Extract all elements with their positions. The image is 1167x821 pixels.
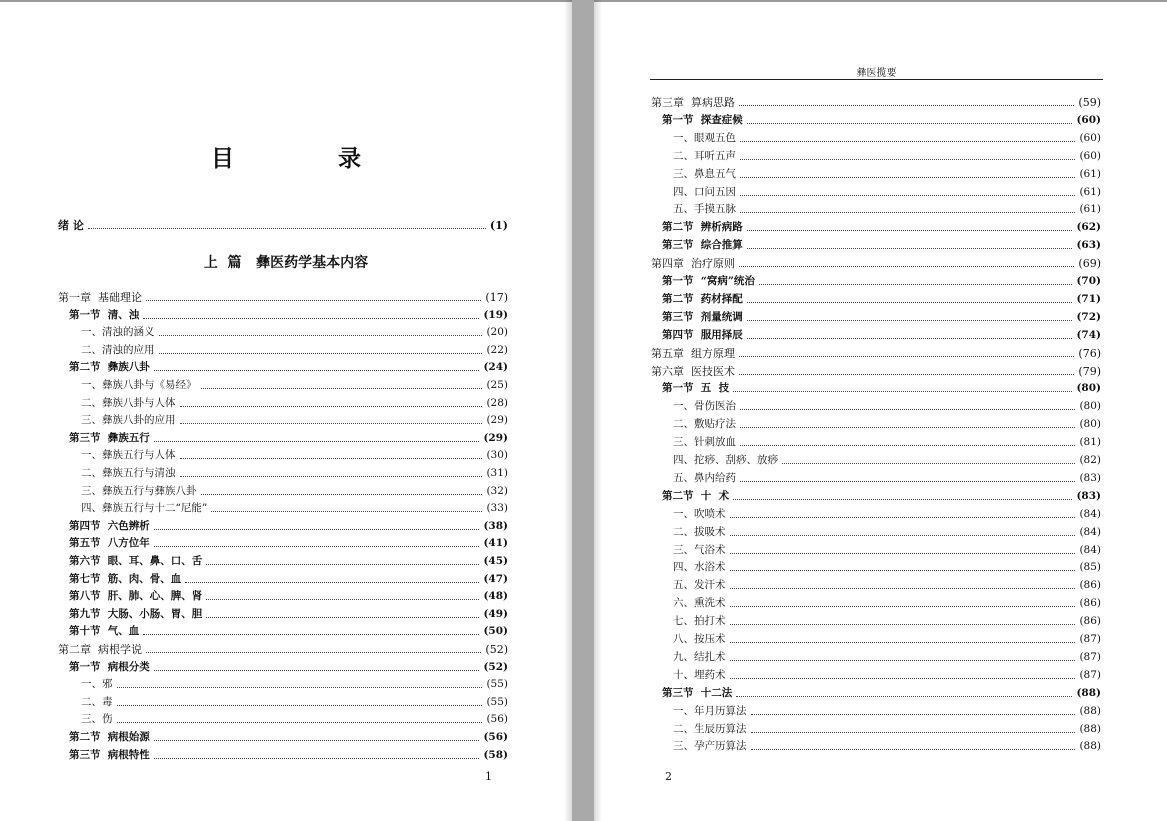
toc-entry[interactable] xyxy=(662,489,1101,504)
toc-entry[interactable] xyxy=(69,748,508,763)
toc-entry[interactable] xyxy=(81,378,508,393)
toc-entry[interactable] xyxy=(651,364,1101,379)
dot-leader xyxy=(730,678,1076,679)
toc-entry-text: 十、埋药术 xyxy=(673,668,726,681)
toc-entry-page: (56) xyxy=(483,731,508,743)
dot-leader xyxy=(180,458,483,459)
toc-entry[interactable] xyxy=(673,167,1101,182)
toc-entry-text: 二、生辰历算法 xyxy=(673,722,747,735)
dot-leader xyxy=(747,123,1073,124)
toc-entry-text: 八、按压术 xyxy=(673,633,726,645)
toc-entry-page: (86) xyxy=(1079,597,1101,610)
toc-entry-text: 第一章 基础理论 xyxy=(58,291,142,304)
right-page xyxy=(594,0,1167,821)
left-page xyxy=(0,0,572,821)
toc-entry[interactable] xyxy=(69,360,508,375)
toc-entry-page: (61) xyxy=(1079,203,1101,216)
toc-entry-text: 三、伤 xyxy=(81,713,113,726)
toc-entry[interactable] xyxy=(651,95,1101,110)
dot-leader xyxy=(730,606,1076,607)
toc-entry-page: (59) xyxy=(1078,96,1101,109)
dot-leader xyxy=(747,320,1073,321)
toc-entry-page: (45) xyxy=(483,555,508,567)
toc-entry-text: 第三节 病根特性 xyxy=(69,748,150,761)
dot-leader xyxy=(740,427,1075,428)
toc-entry-page: (70) xyxy=(1076,275,1101,287)
toc-entry-page: (80) xyxy=(1079,400,1101,413)
running-head-rule xyxy=(650,79,1103,80)
toc-entry-page: (88) xyxy=(1079,704,1101,717)
toc-entry[interactable] xyxy=(69,660,508,675)
dot-leader xyxy=(730,570,1076,571)
toc-entry[interactable] xyxy=(673,543,1101,558)
toc-entry[interactable] xyxy=(81,501,508,516)
toc-entry[interactable] xyxy=(69,431,508,446)
toc-entry[interactable] xyxy=(673,560,1101,575)
toc-entry[interactable] xyxy=(69,730,508,745)
toc-entry-page: (71) xyxy=(1076,292,1101,305)
toc-entry[interactable] xyxy=(673,614,1101,629)
toc-entry-text: 第十节 气、血 xyxy=(69,625,140,638)
toc-entry[interactable] xyxy=(673,650,1101,665)
toc-entry-text: 七、拍打术 xyxy=(673,615,726,628)
dot-leader xyxy=(740,409,1075,410)
toc-entry-page: (55) xyxy=(486,695,508,708)
toc-entry[interactable] xyxy=(673,704,1101,719)
toc-entry[interactable] xyxy=(673,525,1101,540)
toc-entry[interactable] xyxy=(662,274,1101,289)
dot-leader xyxy=(740,481,1075,482)
toc-entry-text: 四、拕痧、刮痧、放痧 xyxy=(673,454,778,466)
toc-entry[interactable] xyxy=(81,413,508,428)
toc-entry-page: (63) xyxy=(1076,239,1101,252)
toc-entry-text: 一、年月历算法 xyxy=(673,704,747,717)
toc-entry-text: 六、熏洗术 xyxy=(673,597,726,610)
toc-entry-text: 第四节 服用择辰 xyxy=(662,328,743,341)
toc-entry-text: 第五节 八方位年 xyxy=(69,537,150,550)
toc-entry-intro[interactable] xyxy=(58,218,508,233)
dot-leader xyxy=(180,423,483,424)
toc-entry-page: (88) xyxy=(1076,686,1101,699)
page-number: 1 xyxy=(485,770,492,783)
toc-entry-text: 第三节 剂量统调 xyxy=(662,310,743,323)
toc-entry-page: (28) xyxy=(486,396,508,409)
toc-entry[interactable] xyxy=(673,435,1101,450)
toc-entry-text: 第九节 大肠、小肠、胃、胆 xyxy=(69,607,203,620)
toc-entry-text: 第四节 六色辨析 xyxy=(69,519,150,532)
dot-leader xyxy=(751,749,1076,750)
dot-leader xyxy=(739,105,1074,106)
toc-entry[interactable] xyxy=(651,346,1101,361)
dot-leader xyxy=(159,335,483,336)
toc-entry-text: 第四章 治疗原则 xyxy=(651,257,735,271)
dot-leader xyxy=(739,356,1074,357)
toc-title: 目 录 xyxy=(210,145,409,172)
toc-entry-page: (80) xyxy=(1076,382,1101,395)
toc-entry-page: (31) xyxy=(486,467,508,479)
toc-entry[interactable] xyxy=(81,484,508,499)
toc-entry[interactable] xyxy=(662,292,1101,307)
toc-entry-page: (25) xyxy=(486,379,508,391)
toc-entry-page: (82) xyxy=(1079,454,1101,466)
dot-leader xyxy=(206,564,479,565)
dot-leader xyxy=(782,463,1075,464)
toc-entry-text: 二、彝族五行与清浊 xyxy=(81,467,176,479)
toc-entry-page: (55) xyxy=(486,678,508,691)
toc-entry-page: (49) xyxy=(483,607,508,620)
toc-entry-page: (84) xyxy=(1079,543,1101,556)
toc-entry[interactable] xyxy=(81,325,508,340)
toc-entry-text: 五、鼻内给药 xyxy=(673,471,736,484)
dot-leader xyxy=(88,228,486,229)
dot-leader xyxy=(146,652,481,653)
dot-leader xyxy=(154,546,480,547)
gutter-shadow xyxy=(564,0,572,821)
running-head: 彝医揽要 xyxy=(856,68,897,79)
toc-entry-text: 一、清浊的涵义 xyxy=(81,326,155,339)
dot-leader xyxy=(740,445,1075,446)
toc-entry-page: (84) xyxy=(1079,507,1101,520)
toc-entry-text: 第二节 辨析病路 xyxy=(662,221,743,234)
dot-leader xyxy=(180,406,483,407)
toc-entry-text: 第二节 病根始源 xyxy=(69,731,150,743)
toc-entry[interactable] xyxy=(81,712,508,727)
toc-entry[interactable] xyxy=(69,572,508,587)
toc-entry-page: (81) xyxy=(1079,436,1101,449)
toc-entry[interactable] xyxy=(673,149,1101,164)
toc-entry-page: (86) xyxy=(1079,579,1101,592)
dot-leader xyxy=(154,370,480,371)
toc-entry-text: 第三章 算病思路 xyxy=(651,96,735,109)
dot-leader xyxy=(146,300,481,301)
toc-entry-text: 一、彝族八卦与《易经》 xyxy=(81,379,197,391)
toc-entry-text: 第一节 “窝病”统治 xyxy=(662,275,755,287)
dot-leader xyxy=(730,588,1076,589)
dot-leader xyxy=(740,141,1075,142)
toc-entry[interactable] xyxy=(673,507,1101,522)
dot-leader xyxy=(730,535,1076,536)
toc-entry-text: 第三节 十二法 xyxy=(662,686,733,699)
dot-leader xyxy=(154,758,480,759)
dot-leader xyxy=(185,582,479,583)
toc-entry-page: (88) xyxy=(1079,722,1101,735)
dot-leader xyxy=(739,374,1074,375)
toc-entry[interactable] xyxy=(662,328,1101,343)
toc-entry[interactable] xyxy=(81,396,508,411)
toc-entry[interactable] xyxy=(81,466,508,481)
dot-leader xyxy=(747,302,1073,303)
toc-entry-page: (50) xyxy=(483,625,508,638)
dot-leader xyxy=(747,248,1073,249)
toc-entry-page: (88) xyxy=(1079,740,1101,753)
toc-entry[interactable] xyxy=(673,185,1101,200)
toc-entry-text: 一、吹喷术 xyxy=(673,507,726,520)
toc-entry-page: (30) xyxy=(486,449,508,462)
toc-entry[interactable] xyxy=(69,536,508,551)
toc-entry-text: 第三节 综合推算 xyxy=(662,239,743,252)
toc-entry-text: 一、眼观五色 xyxy=(673,131,736,144)
toc-entry-page: (41) xyxy=(483,537,508,550)
dot-leader xyxy=(211,511,482,512)
toc-entry-text: 一、骨伤医治 xyxy=(673,400,736,413)
toc-entry-text: 五、手摸五脉 xyxy=(673,203,736,216)
toc-entry-page: (60) xyxy=(1076,113,1101,126)
toc-entry[interactable] xyxy=(673,632,1101,647)
toc-entry-page: (61) xyxy=(1079,167,1101,180)
toc-entry-text: 三、孕产历算法 xyxy=(673,740,747,753)
dot-leader xyxy=(733,499,1072,500)
toc-entry-text: 三、鼻息五气 xyxy=(673,167,736,180)
toc-entry-page: (85) xyxy=(1079,561,1101,574)
dot-leader xyxy=(740,159,1075,160)
toc-entry[interactable] xyxy=(662,113,1101,128)
toc-entry[interactable] xyxy=(673,202,1101,217)
dot-leader xyxy=(154,740,480,741)
toc-entry-text: 二、毒 xyxy=(81,695,113,708)
toc-entry[interactable] xyxy=(81,677,508,692)
dot-leader xyxy=(751,714,1076,715)
dot-leader xyxy=(143,634,479,635)
dot-leader xyxy=(730,642,1076,643)
toc-entry-text: 第八节 肝、肺、心、脾、肾 xyxy=(69,590,203,603)
toc-entry[interactable] xyxy=(673,722,1101,737)
dot-leader xyxy=(740,195,1075,196)
dot-leader xyxy=(747,230,1073,231)
toc-entry-page: (86) xyxy=(1079,615,1101,628)
toc-entry-text: 一、彝族五行与人体 xyxy=(81,449,176,462)
toc-entry-page: (62) xyxy=(1076,221,1101,234)
toc-entry-page: (29) xyxy=(483,431,508,444)
dot-leader xyxy=(733,391,1072,392)
toc-entry[interactable] xyxy=(662,686,1101,701)
toc-entry[interactable] xyxy=(673,596,1101,611)
toc-entry-page: (60) xyxy=(1079,149,1101,162)
dot-leader xyxy=(730,517,1076,518)
gutter-shadow xyxy=(594,0,602,821)
dot-leader xyxy=(180,476,483,477)
toc-entry[interactable] xyxy=(58,642,508,657)
toc-entry-text: 三、彝族八卦的应用 xyxy=(81,414,176,427)
page-number: 2 xyxy=(665,770,672,783)
dot-leader xyxy=(143,318,479,319)
dot-leader xyxy=(201,494,483,495)
part-title: 上 篇 彝医药学基本内容 xyxy=(203,255,369,271)
dot-leader xyxy=(154,529,480,530)
toc-entry[interactable] xyxy=(651,256,1101,271)
toc-entry-text: 第一节 探查症候 xyxy=(662,113,743,126)
toc-entry-page: (22) xyxy=(486,343,508,356)
toc-entry[interactable] xyxy=(673,578,1101,593)
toc-entry-text: 五、发汗术 xyxy=(673,579,726,592)
toc-entry-text: 绪 论 xyxy=(58,219,84,232)
toc-entry-page: (47) xyxy=(483,572,508,585)
toc-entry-text: 第六节 眼、耳、鼻、口、舌 xyxy=(69,555,203,567)
toc-entry[interactable] xyxy=(69,519,508,534)
toc-entry-page: (1) xyxy=(489,219,508,232)
toc-entry-page: (24) xyxy=(483,361,508,374)
toc-entry-text: 第二章 病根学说 xyxy=(58,643,142,656)
dot-leader xyxy=(117,687,483,688)
toc-entry-text: 第六章 医技医术 xyxy=(651,364,735,378)
toc-entry[interactable] xyxy=(58,290,508,305)
toc-entry[interactable] xyxy=(662,238,1101,253)
toc-entry[interactable] xyxy=(81,343,508,358)
toc-entry-page: (76) xyxy=(1078,346,1101,360)
toc-entry[interactable] xyxy=(662,381,1101,396)
toc-entry[interactable] xyxy=(673,399,1101,414)
toc-entry-text: 四、口问五因 xyxy=(673,185,736,198)
dot-leader xyxy=(117,705,483,706)
toc-entry-text: 九、结扎术 xyxy=(673,650,726,663)
toc-entry-page: (17) xyxy=(485,291,508,304)
toc-entry-page: (69) xyxy=(1078,257,1101,271)
toc-entry-text: 第三节 彝族五行 xyxy=(69,431,150,444)
toc-entry-page: (61) xyxy=(1079,185,1101,198)
dot-leader xyxy=(159,353,483,354)
toc-entry-text: 第五章 组方原理 xyxy=(651,346,735,360)
toc-entry-page: (19) xyxy=(483,308,508,321)
toc-entry-page: (60) xyxy=(1079,131,1101,144)
dot-leader xyxy=(736,696,1072,697)
toc-entry[interactable] xyxy=(69,624,508,639)
toc-entry-page: (87) xyxy=(1079,668,1101,681)
toc-entry-page: (52) xyxy=(483,660,508,673)
toc-entry[interactable] xyxy=(662,220,1101,235)
dot-leader xyxy=(201,388,483,389)
toc-entry-page: (83) xyxy=(1076,489,1101,502)
toc-entry-page: (33) xyxy=(486,502,508,515)
dot-leader xyxy=(206,617,479,618)
dot-leader xyxy=(730,553,1076,554)
page-top-border xyxy=(594,0,1167,2)
toc-entry[interactable] xyxy=(69,607,508,622)
toc-entry-text: 第一节 清、浊 xyxy=(69,308,140,321)
toc-entry-page: (20) xyxy=(486,326,508,339)
toc-entry-text: 二、清浊的应用 xyxy=(81,343,155,356)
dot-leader xyxy=(739,266,1074,267)
toc-entry[interactable] xyxy=(673,417,1101,432)
toc-entry-page: (83) xyxy=(1079,471,1101,484)
toc-entry-text: 二、敷贴疗法 xyxy=(673,418,736,431)
page-top-border xyxy=(0,0,572,2)
toc-entry-text: 三、彝族五行与彝族八卦 xyxy=(81,484,197,497)
toc-entry[interactable] xyxy=(69,308,508,323)
toc-entry-page: (87) xyxy=(1079,633,1101,645)
toc-entry-page: (29) xyxy=(486,414,508,427)
dot-leader xyxy=(206,599,479,600)
dot-leader xyxy=(759,284,1073,285)
toc-entry-page: (52) xyxy=(485,643,508,656)
toc-entry-page: (38) xyxy=(483,519,508,532)
toc-entry-page: (56) xyxy=(486,713,508,726)
toc-entry[interactable] xyxy=(81,695,508,710)
toc-entry-text: 二、耳听五声 xyxy=(673,149,736,162)
toc-entry[interactable] xyxy=(81,448,508,463)
toc-entry[interactable] xyxy=(673,131,1101,146)
toc-entry-text: 第二节 彝族八卦 xyxy=(69,361,150,374)
toc-entry-text: 三、气浴术 xyxy=(673,543,726,556)
dot-leader xyxy=(751,732,1076,733)
toc-entry-page: (79) xyxy=(1078,364,1101,378)
dot-leader xyxy=(730,624,1076,625)
dot-leader xyxy=(154,441,480,442)
toc-entry-page: (74) xyxy=(1076,328,1101,341)
toc-entry-text: 第一节 五 技 xyxy=(662,382,730,395)
toc-entry-text: 第二节 药材择配 xyxy=(662,292,743,305)
toc-entry-page: (80) xyxy=(1079,418,1101,431)
dot-leader xyxy=(747,338,1073,339)
toc-entry-text: 一、邪 xyxy=(81,678,113,691)
dot-leader xyxy=(740,177,1075,178)
dot-leader xyxy=(730,660,1076,661)
dot-leader xyxy=(740,212,1075,213)
toc-entry[interactable] xyxy=(673,453,1101,468)
toc-entry[interactable] xyxy=(69,589,508,604)
toc-entry-page: (84) xyxy=(1079,525,1101,538)
toc-entry[interactable] xyxy=(662,310,1101,325)
toc-entry-text: 第二节 十 术 xyxy=(662,489,730,502)
dot-leader xyxy=(117,722,483,723)
toc-entry-page: (58) xyxy=(483,748,508,761)
toc-entry-text: 二、彝族八卦与人体 xyxy=(81,396,176,409)
toc-entry[interactable] xyxy=(673,739,1101,754)
toc-entry-text: 第一节 病根分类 xyxy=(69,660,150,673)
dot-leader xyxy=(154,670,480,671)
toc-entry[interactable] xyxy=(69,554,508,569)
toc-entry[interactable] xyxy=(673,668,1101,683)
toc-entry-text: 二、拔吸术 xyxy=(673,525,726,538)
toc-entry-page: (87) xyxy=(1079,650,1101,663)
toc-entry-text: 四、彝族五行与十二“尼能” xyxy=(81,502,208,515)
toc-entry[interactable] xyxy=(673,471,1101,486)
toc-entry-page: (48) xyxy=(483,590,508,603)
toc-entry-page: (72) xyxy=(1076,310,1101,323)
toc-entry-text: 第七节 筋、肉、骨、血 xyxy=(69,572,182,585)
toc-entry-text: 三、针刺放血 xyxy=(673,436,736,449)
toc-entry-page: (32) xyxy=(486,484,508,497)
toc-entry-text: 四、水浴术 xyxy=(673,561,726,574)
